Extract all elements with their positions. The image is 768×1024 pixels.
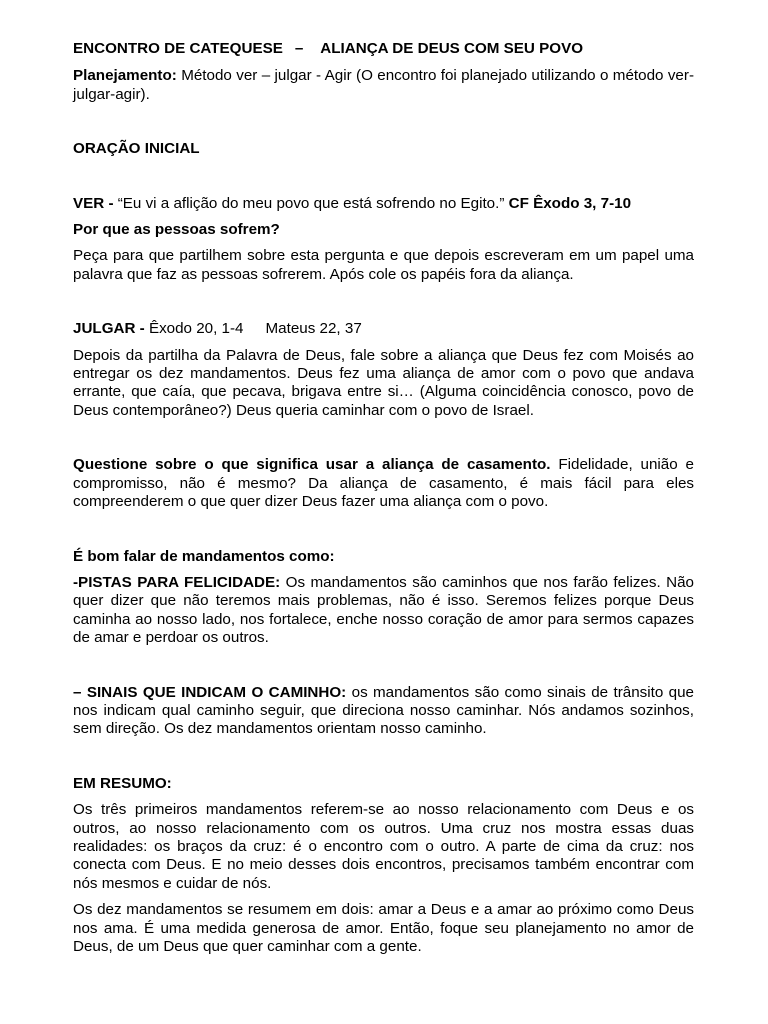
pistas-paragraph xyxy=(73,574,694,648)
question-text: Fidelidade, união e compromisso, não é mesmo? Da aliança de casamento, é mais fácil para eles compreenderem o que quer dizer Deus fazer uma aliança com o povo. xyxy=(73,456,694,511)
planning-paragraph xyxy=(73,67,694,104)
planning-text: Método ver – julgar - Agir (O encontro foi planejado utilizando o método ver-julgar-agir). xyxy=(73,67,694,103)
ver-reference: CF Êxodo 3, 7-10 xyxy=(508,194,632,212)
title-right: ALIANÇA DE DEUS COM SEU POVO xyxy=(320,40,584,57)
planning-label: Planejamento: xyxy=(73,67,177,85)
ver-label: VER - xyxy=(73,194,118,212)
summary-paragraph-1: Os três primeiros mandamentos referem-se ao nosso relacionamento com Deus e os outros, ao nosso relacionamento com os outros. Uma cruz nos mostra essas duas realidades: os braços da cruz: é o encontro com o outro. A parte de cima da cruz: nos conecta com Deus. E no meio desses dois encontros, precisamos também encontrar com nós mesmos e cuidar de nós. xyxy=(73,801,694,892)
summary-heading: EM RESUMO: xyxy=(73,774,172,792)
ver-quote: “Eu vi a aflição do meu povo que está sofrendo no Egito.” xyxy=(117,194,509,212)
opening-prayer-heading: ORAÇÃO INICIAL xyxy=(73,140,200,158)
question-paragraph xyxy=(73,456,694,511)
julgar-paragraph: Depois da partilha da Palavra de Deus, fale sobre a aliança que Deus fez com Moisés ao entregar os dez mandamentos. Deus fez uma aliança de amor com o povo que andava errante, que caía, que pecava, brigava entre si… (Alguma coincidência conosco, povo de Deus contemporâneo?) Deus queria caminhar com o povo de Israel. xyxy=(73,346,694,419)
title-dash: – xyxy=(294,40,304,57)
sinais-paragraph xyxy=(73,684,694,739)
ver-line xyxy=(73,195,694,213)
julgar-line xyxy=(73,320,694,338)
pistas-text: Os mandamentos são caminhos que nos farão felizes. Não quer dizer que não teremos mais problemas, não é isso. Seremos felizes porque Deus caminha ao nosso lado, nos fortalece, enche nosso coração de amor para sermos capazes de amar e perdoar os outros. xyxy=(73,573,694,647)
ver-question: Por que as pessoas sofrem? xyxy=(73,221,280,239)
julgar-ref-mateus: Mateus 22, 37 xyxy=(265,320,362,338)
sinais-text: os mandamentos são como sinais de trânsito que nos indicam qual caminho seguir, que direciona nosso caminhar. Nós andamos sozinhos, sem direção. Os dez mandamentos orientam nosso caminho. xyxy=(73,683,695,738)
pistas-bold: -PISTAS PARA FELICIDADE: xyxy=(73,573,281,591)
sinais-bold: – SINAIS QUE INDICAM O CAMINHO: xyxy=(73,683,347,701)
summary-paragraph-2: Os dez mandamentos se resumem em dois: amar a Deus e a amar ao próximo como Deus nos ama. É uma medida generosa de amor. Então, foque seu planejamento no amor de Deus, de um Deus que quer caminhar com a gente. xyxy=(73,901,694,955)
julgar-ref-exodo: Êxodo 20, 1-4 xyxy=(148,320,244,338)
question-bold: Questione sobre o que significa usar a aliança de casamento. xyxy=(73,456,551,474)
commandments-heading: É bom falar de mandamentos como: xyxy=(73,547,335,565)
title-left: ENCONTRO DE CATEQUESE xyxy=(73,40,283,57)
ver-instruction: Peça para que partilhem sobre esta pergunta e que depois escreveram em um papel uma palavra que faz as pessoas sofrerem. Após cole os papéis fora da aliança. xyxy=(73,247,694,283)
document-title xyxy=(73,40,694,58)
julgar-label: JULGAR - xyxy=(73,320,149,338)
